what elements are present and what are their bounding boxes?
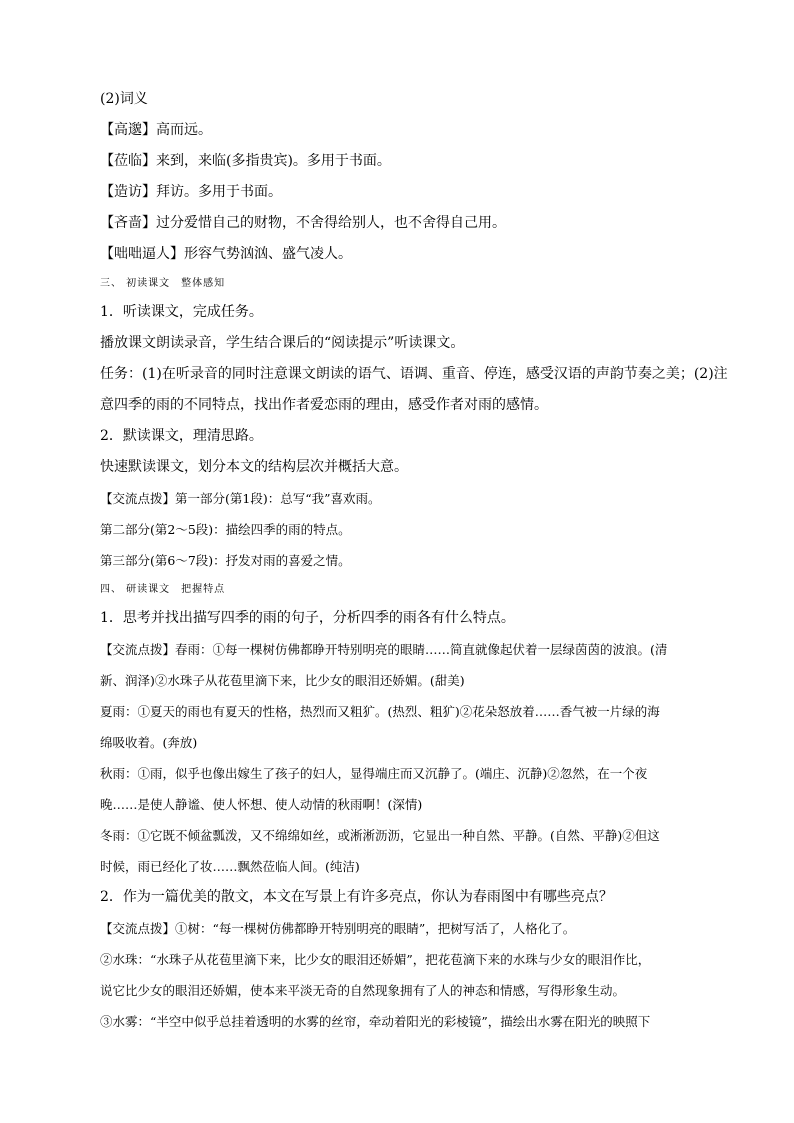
answer-line: 【交流点拨】第一部分(第1段)：总写“我”喜欢雨。 <box>100 491 381 506</box>
answer-line: 时候，雨已经化了妆……飘然莅临人间。(纯洁) <box>100 859 360 874</box>
vocab-item: 【莅临】来到，来临(多指贵宾)。多用于书面。 <box>100 153 391 169</box>
section-heading: 四、 研读课文 把握特点 <box>100 584 226 595</box>
answer-line: 新、润泽)②水珠子从花苞里滴下来，比少女的眼泪还娇媚。(甜美) <box>100 673 465 688</box>
task-title: 2．作为一篇优美的散文，本文在写景上有许多亮点，你认为春雨图中有哪些亮点？ <box>100 889 613 905</box>
section-heading: 三、 初读课文 整体感知 <box>100 278 226 289</box>
answer-line: 【交流点拨】①树：“每一棵树仿佛都睁开特别明亮的眼睛”，把树写活了，人格化了。 <box>100 921 576 936</box>
answer-line: 说它比少女的眼泪还娇媚，使本来平淡无奇的自然现象拥有了人的神态和情感，写得形象生动。 <box>100 983 626 998</box>
answer-line: 冬雨：①它既不倾盆瓢泼，又不绵绵如丝，或淅淅沥沥，它显出一种自然、平静。(自然、平静)②但这 <box>100 828 660 843</box>
section-vocab-meaning: (2)词义 <box>100 91 148 107</box>
answer-line: ②水珠：“水珠子从花苞里滴下来，比少女的眼泪还娇媚”，把花苞滴下来的水珠与少女的眼泪作比， <box>100 952 651 967</box>
paragraph: 快速默读课文，划分本文的结构层次并概括大意。 <box>100 459 408 475</box>
answer-line: 第三部分(第6～7段)：抒发对雨的喜爱之情。 <box>100 553 351 568</box>
paragraph: 播放课文朗读录音，学生结合课后的“阅读提示”听读课文。 <box>100 335 465 351</box>
vocab-item: 【高邈】高而远。 <box>100 122 212 138</box>
vocab-item: 【吝啬】过分爱惜自己的财物，不舍得给别人，也不舍得自己用。 <box>100 215 506 231</box>
answer-line: ③水雾：“半空中似乎总挂着透明的水雾的丝帘，牵动着阳光的彩棱镜”，描绘出水雾在阳光的映照下 <box>100 1014 651 1029</box>
answer-line: 【交流点拨】春雨：①每一棵树仿佛都睁开特别明亮的眼睛……简直就像起伏着一层绿茵茵的波浪。(清 <box>100 642 668 657</box>
answer-line: 秋雨：①雨，似乎也像出嫁生了孩子的妇人，显得端庄而又沉静了。(端庄、沉静)②忽然，在一个夜 <box>100 766 648 781</box>
vocab-item: 【咄咄逼人】形容气势汹汹、盛气凌人。 <box>100 246 352 262</box>
vocab-item: 【造访】拜访。多用于书面。 <box>100 184 282 200</box>
document-body <box>100 84 730 1037</box>
answer-line: 夏雨：①夏天的雨也有夏天的性格，热烈而又粗犷。(热烈、粗犷)②花朵怒放着……香气被一片绿的海 <box>100 704 660 719</box>
task-title: 1．听读课文，完成任务。 <box>100 304 263 320</box>
task-title: 1．思考并找出描写四季的雨的句子，分析四季的雨各有什么特点。 <box>100 610 515 626</box>
paragraph: 任务：(1)在听录音的同时注意课文朗读的语气、语调、重音、停连，感受汉语的声韵节奏之美；(2)注 <box>100 366 728 382</box>
task-title: 2．默读课文，理清思路。 <box>100 428 263 444</box>
paragraph: 意四季的雨的不同特点，找出作者爱恋雨的理由，感受作者对雨的感情。 <box>100 397 548 413</box>
answer-line: 第二部分(第2～5段)：描绘四季的雨的特点。 <box>100 522 351 537</box>
answer-line: 晚……是使人静谧、使人怀想、使人动情的秋雨啊！(深情) <box>100 797 423 812</box>
answer-line: 绵吸收着。(奔放) <box>100 735 198 750</box>
